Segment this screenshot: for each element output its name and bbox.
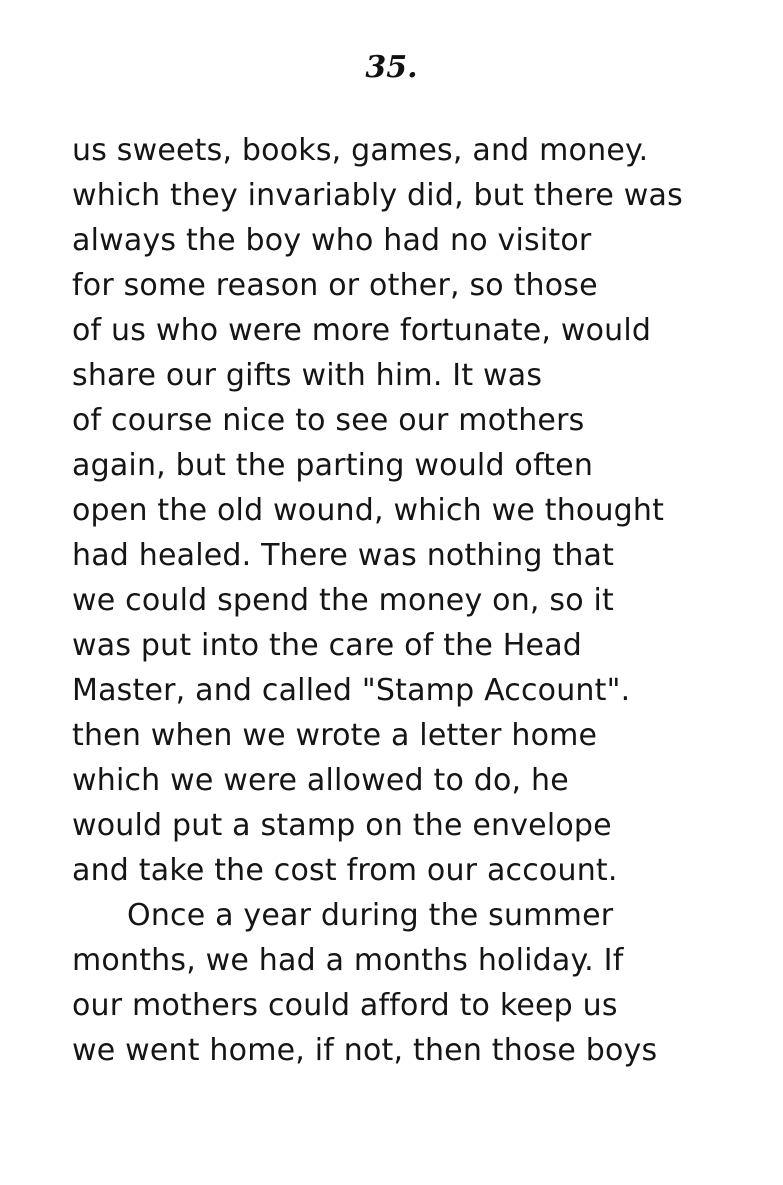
text-line: Once a year during the summer bbox=[127, 898, 614, 933]
text-line: we could spend the money on, so it bbox=[72, 583, 614, 618]
text-line: share our gifts with him. It was bbox=[72, 358, 543, 393]
text-line: was put into the care of the Head bbox=[72, 628, 583, 663]
text-line: we went home, if not, then those boys bbox=[72, 1033, 658, 1068]
text-line: always the boy who had no visitor bbox=[72, 223, 592, 258]
text-line: which they invariably did, but there was bbox=[72, 178, 683, 213]
text-line: again, but the parting would often bbox=[72, 448, 594, 483]
text-line: would put a stamp on the envelope bbox=[72, 808, 612, 843]
text-line: then when we wrote a letter home bbox=[72, 718, 598, 753]
text-line: which we were allowed to do, he bbox=[72, 763, 569, 798]
text-line: of us who were more fortunate, would bbox=[72, 313, 652, 348]
text-line: months, we had a months holiday. If bbox=[72, 943, 624, 978]
text-line: Master, and called "Stamp Account". bbox=[72, 673, 631, 708]
text-line: had healed. There was nothing that bbox=[72, 538, 615, 573]
text-line: our mothers could afford to keep us bbox=[72, 988, 618, 1023]
handwritten-text-block bbox=[72, 128, 722, 1073]
text-line: for some reason or other, so those bbox=[72, 268, 598, 303]
page-number: 35. bbox=[365, 50, 418, 85]
text-line: of course nice to see our mothers bbox=[72, 403, 585, 438]
text-line: and take the cost from our account. bbox=[72, 853, 618, 888]
text-line: open the old wound, which we thought bbox=[72, 493, 665, 528]
text-line: us sweets, books, games, and money. bbox=[72, 133, 649, 168]
